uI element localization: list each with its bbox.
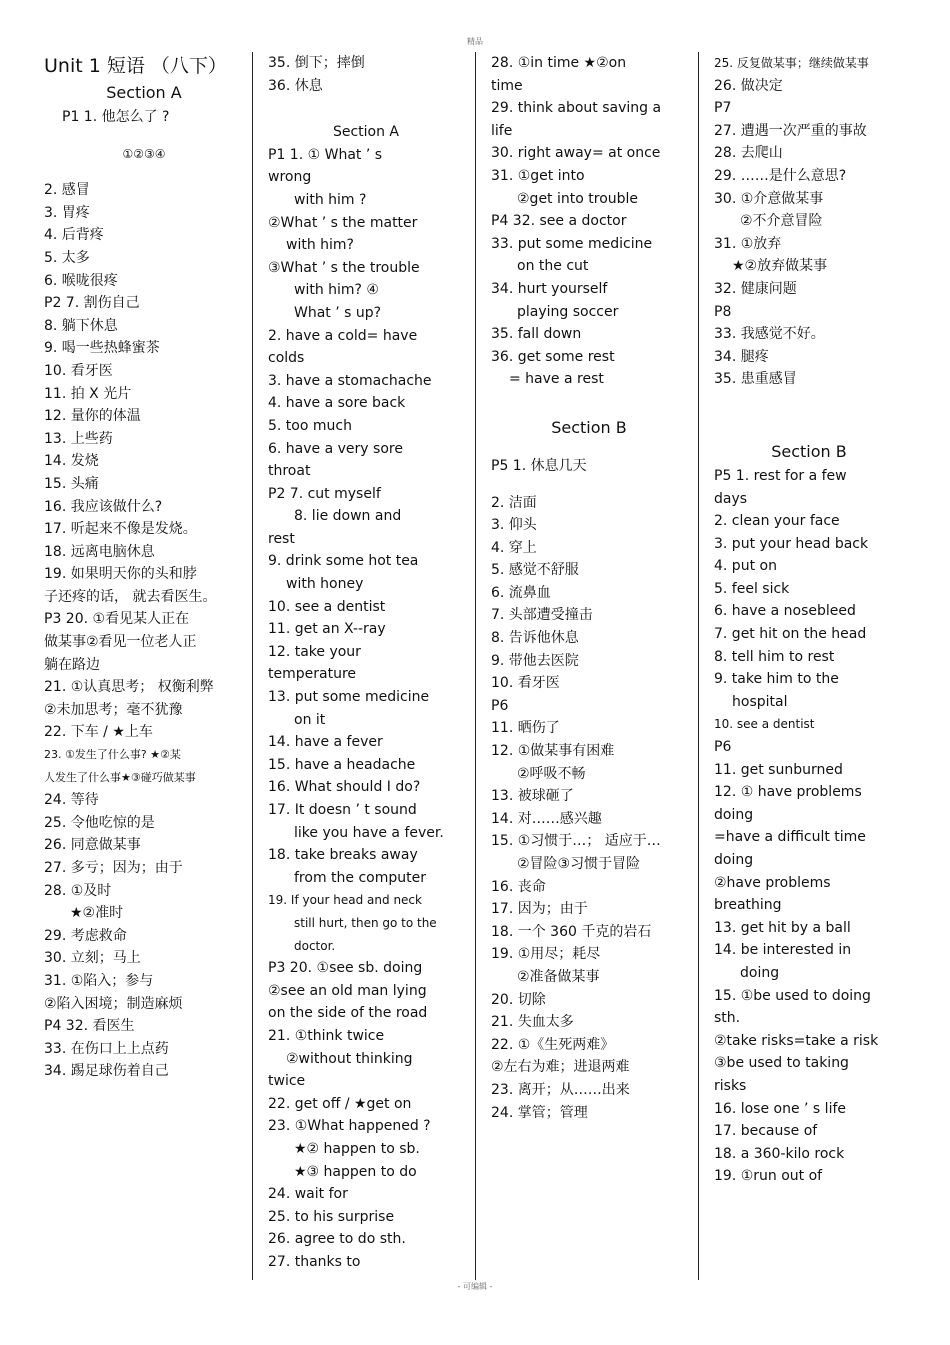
phrase-line: 26. 做决定 xyxy=(714,77,783,94)
phrase-line: wrong xyxy=(268,169,312,186)
phrase-line: 16. 我应该做什么? xyxy=(44,498,163,515)
phrase-line: 24. 掌管；管理 xyxy=(491,1104,588,1121)
phrase-line: 3. put your head back xyxy=(714,535,869,552)
phrase-line: 30. 立刻；马上 xyxy=(44,950,141,967)
page-marker: P7 xyxy=(714,100,732,117)
phrase-line: ②左右为难；进退两难 xyxy=(491,1059,630,1076)
phrase-line: 12. take your xyxy=(268,643,361,660)
phrase-line: 34. 踢足球伤着自己 xyxy=(44,1063,169,1080)
phrase-line: 34. hurt yourself xyxy=(491,280,608,297)
phrase-line: ②陷入困境；制造麻烦 xyxy=(44,995,183,1012)
phrase-line: ③What ’ s the trouble xyxy=(268,259,420,276)
column-divider xyxy=(475,52,476,1280)
phrase-line: 8. tell him to rest xyxy=(714,648,835,665)
phrase-line: sth. xyxy=(714,1010,741,1027)
phrase-line: 29. ……是什么意思? xyxy=(714,167,847,184)
phrase-line: 2. 洁面 xyxy=(491,494,537,511)
phrase-line: still hurt, then go to the xyxy=(294,915,437,930)
phrase-line: 35. 患重感冒 xyxy=(714,371,797,388)
phrase-line: 25. to his surprise xyxy=(268,1208,395,1225)
phrase-line: 32. 健康问题 xyxy=(714,280,797,297)
phrase-line: temperature xyxy=(268,666,356,683)
phrase-line: 11. 晒伤了 xyxy=(491,720,560,737)
section-heading: Section A xyxy=(106,83,182,102)
phrase-line: ★②放弃做某事 xyxy=(732,258,828,275)
footer-mark: - 可编辑 - xyxy=(457,1282,493,1291)
phrase-line: 27. 遭遇一次严重的事故 xyxy=(714,122,867,139)
column-3 xyxy=(491,52,687,1281)
phrase-line: 8. 告诉他休息 xyxy=(491,630,579,647)
phrase-line: 6. have a nosebleed xyxy=(714,603,856,620)
phrase-line: 35. fall down xyxy=(491,326,582,343)
phrase-line: 23. ①What happened ? xyxy=(268,1118,431,1135)
phrase-line: 33. 在伤口上上点药 xyxy=(44,1040,169,1057)
phrase-line: 7. 头部遭受撞击 xyxy=(491,607,593,624)
phrase-line: ②冒险③习惯于冒险 xyxy=(517,856,641,872)
phrase-line: 11. 拍 X 光片 xyxy=(44,385,132,402)
phrase-line: 10. 看牙医 xyxy=(44,362,113,379)
phrase-line: 16. What should I do? xyxy=(268,779,421,796)
phrase-line: 34. 腿疼 xyxy=(714,348,769,365)
phrase-line: 9. drink some hot tea xyxy=(268,553,419,570)
phrase-line: 12. ①做某事有困难 xyxy=(491,743,615,760)
phrase-line: 17. because of xyxy=(714,1123,818,1140)
phrase-line: 29. think about saving a xyxy=(491,100,662,117)
phrase-line: doing xyxy=(714,852,754,868)
phrase-line: twice xyxy=(268,1073,306,1090)
phrase-line: with honey xyxy=(286,576,364,593)
phrase-line: 18. 远离电脑休息 xyxy=(44,543,155,560)
phrase-line: 6. 流鼻血 xyxy=(491,584,551,601)
phrase-line: 5. too much xyxy=(268,417,352,434)
phrase-line: 3. 胃疼 xyxy=(44,204,90,221)
phrase-line: P2 7. 割伤自己 xyxy=(44,295,140,312)
page-marker: P6 xyxy=(491,697,509,714)
phrase-line: 30. ①介意做某事 xyxy=(714,190,824,207)
phrase-line: 35. 倒下；摔倒 xyxy=(268,55,365,71)
phrase-line: 18. a 360-kilo rock xyxy=(714,1145,845,1162)
phrase-line: from the computer xyxy=(294,869,426,886)
phrase-line: 28. ①及时 xyxy=(44,882,112,899)
phrase-line: 2. have a cold= have xyxy=(268,327,418,344)
phrase-line: 10. 看牙医 xyxy=(491,675,560,692)
phrase-line: ★② happen to sb. xyxy=(294,1140,420,1157)
phrase-line: 子还疼的话， 就去看医生。 xyxy=(44,588,217,605)
phrase-line: days xyxy=(714,490,748,507)
phrase-line: 21. 失血太多 xyxy=(491,1014,574,1031)
phrase-line: 25. 反复做某事；继续做某事 xyxy=(714,56,869,70)
phrase-line: ②have problems xyxy=(714,874,831,891)
phrase-line: 8. lie down and xyxy=(294,508,402,525)
phrase-line: 19. ①run out of xyxy=(714,1168,823,1185)
phrase-line: 做某事②看见一位老人正 xyxy=(44,634,197,651)
phrase-line: 31. ①陷入；参与 xyxy=(44,972,154,989)
phrase-line: 17. It doesn ’ t sound xyxy=(268,802,417,818)
phrase-line: ②不介意冒险 xyxy=(740,213,823,230)
phrase-line: 36. get some rest xyxy=(491,348,615,365)
phrase-line: What ’ s up? xyxy=(294,304,382,321)
phrase-line: 19. If your head and neck xyxy=(268,893,422,908)
page-marker: P8 xyxy=(714,303,732,320)
phrase-line: ②see an old man lying xyxy=(268,982,427,999)
phrase-line: ②呼吸不畅 xyxy=(517,765,586,782)
phrase-line: 19. 如果明天你的头和脖 xyxy=(44,566,197,583)
phrase-line: 5. 感觉不舒服 xyxy=(491,562,579,579)
phrase-line: risks xyxy=(714,1077,747,1094)
phrase-line: ②What ’ s the matter xyxy=(268,214,418,231)
phrase-line: rest xyxy=(268,530,295,547)
phrase-line: 15. ①be used to doing xyxy=(714,987,871,1004)
phrase-line: ①②③④ xyxy=(122,146,166,161)
column-4 xyxy=(714,52,904,1281)
phrase-line: 11. get an X--ray xyxy=(268,621,386,638)
phrase-line: life xyxy=(491,122,513,139)
phrase-line: ★②准时 xyxy=(70,905,124,922)
phrase-line: 33. 我感觉不好。 xyxy=(714,326,825,343)
phrase-line: time xyxy=(491,77,523,94)
phrase-line: doing xyxy=(740,964,780,981)
column-1 xyxy=(44,52,244,1281)
phrase-line: 8. 躺下休息 xyxy=(44,317,118,334)
phrase-line: with him ? xyxy=(294,191,367,208)
phrase-line: on it xyxy=(294,711,326,728)
phrase-line: 13. 上些药 xyxy=(44,430,113,447)
phrase-line: throat xyxy=(268,463,311,480)
phrase-line: like you have a fever. xyxy=(294,824,444,841)
section-heading: Section A xyxy=(332,124,400,141)
phrase-line: 22. 下车 / ★上车 xyxy=(44,724,153,741)
phrase-line: 23. ①发生了什么事? ★②某 xyxy=(44,748,181,762)
phrase-line: doing xyxy=(714,806,754,823)
phrase-line: 5. feel sick xyxy=(714,580,790,597)
phrase-line: 27. thanks to xyxy=(268,1253,361,1270)
phrase-line: 18. take breaks away xyxy=(268,847,418,864)
phrase-line: 13. 被球砸了 xyxy=(491,788,574,805)
phrase-line: playing soccer xyxy=(517,303,619,320)
phrase-line: 26. 同意做某事 xyxy=(44,837,141,854)
phrase-line: = have a rest xyxy=(509,371,604,388)
phrase-line: ②未加思考；毫不犹豫 xyxy=(44,701,183,718)
phrase-line: 28. 去爬山 xyxy=(714,145,783,162)
phrase-line: ★③ happen to do xyxy=(294,1163,417,1180)
phrase-line: 19. ①用尽；耗尽 xyxy=(491,946,601,963)
column-divider xyxy=(252,52,253,1280)
phrase-line: 16. 丧命 xyxy=(491,878,546,895)
phrase-line: 14. 对……感兴趣 xyxy=(491,810,602,827)
phrase-line: hospital xyxy=(732,693,788,710)
phrase-line: 人发生了什么事★③碰巧做某事 xyxy=(44,770,196,784)
phrase-line: =have a difficult time xyxy=(714,829,866,846)
phrase-line: 4. 穿上 xyxy=(491,539,537,556)
phrase-line: ③be used to taking xyxy=(714,1055,849,1072)
phrase-line: P4 32. 看医生 xyxy=(44,1018,135,1035)
phrase-line: 13. put some medicine xyxy=(268,689,430,706)
phrase-line: P5 1. 休息几天 xyxy=(491,457,587,474)
phrase-line: 2. 感冒 xyxy=(44,182,90,199)
phrase-line: 24. 等待 xyxy=(44,792,99,809)
phrase-line: 25. 令他吃惊的是 xyxy=(44,814,155,831)
phrase-line: P1 1. ① What ’ s xyxy=(268,146,383,163)
phrase-line: colds xyxy=(268,350,305,367)
section-heading: Section B xyxy=(771,441,847,461)
phrase-line: 31. ①get into xyxy=(491,167,585,184)
phrase-line: 28. ①in time ★②on xyxy=(491,55,627,71)
phrase-line: P5 1. rest for a few xyxy=(714,467,847,484)
phrase-line: P3 20. ①看见某人正在 xyxy=(44,611,190,628)
phrase-line: 9. take him to the xyxy=(714,671,839,688)
phrase-line: 12. 量你的体温 xyxy=(44,408,141,425)
phrase-line: 33. put some medicine xyxy=(491,235,653,252)
phrase-line: 27. 多亏；因为；由于 xyxy=(44,860,183,876)
phrase-line: 30. right away= at once xyxy=(491,145,661,162)
phrase-line: P1 1. 他怎么了 ? xyxy=(62,109,170,125)
phrase-line: 3. 仰头 xyxy=(491,517,537,534)
phrase-line: 4. 后背疼 xyxy=(44,227,104,244)
header-mark: 精品 xyxy=(467,37,483,46)
page-marker: P6 xyxy=(714,739,732,756)
column-divider xyxy=(698,52,699,1280)
phrase-line: 21. ①think twice xyxy=(268,1027,385,1044)
phrase-line: ②get into trouble xyxy=(517,190,639,207)
phrase-line: 36. 休息 xyxy=(268,77,323,94)
column-2 xyxy=(268,52,464,1281)
phrase-line: 4. put on xyxy=(714,558,777,575)
phrase-line: 13. get hit by a ball xyxy=(714,919,851,936)
phrase-line: on the side of the road xyxy=(268,1005,428,1022)
phrase-line: with him? ④ xyxy=(294,282,379,299)
phrase-line: 24. wait for xyxy=(268,1186,348,1203)
phrase-line: P2 7. cut myself xyxy=(268,485,381,502)
phrase-line: doctor. xyxy=(294,938,336,953)
phrase-line: 21. ①认真思考； 权衡利弊 xyxy=(44,679,214,696)
phrase-line: 10. see a dentist xyxy=(268,598,386,615)
phrase-line: 5. 太多 xyxy=(44,249,90,266)
phrase-line: 躺在路边 xyxy=(44,656,100,673)
phrase-line: 11. get sunburned xyxy=(714,761,843,778)
phrase-line: on the cut xyxy=(517,258,589,275)
phrase-line: ②without thinking xyxy=(286,1050,413,1067)
phrase-line: 15. 头痛 xyxy=(44,475,99,492)
phrase-line: 31. ①放弃 xyxy=(714,235,782,252)
section-heading: Section B xyxy=(551,417,627,437)
phrase-line: 23. 离开；从……出来 xyxy=(491,1081,630,1098)
phrase-line: 9. 带他去医院 xyxy=(491,652,579,669)
phrase-line: 6. 喉咙很疼 xyxy=(44,272,118,289)
phrase-line: 14. have a fever xyxy=(268,734,383,751)
phrase-line: 22. ①《生死两难》 xyxy=(491,1036,615,1053)
unit-title: Unit 1 短语 （八下） xyxy=(44,55,227,77)
phrase-line: breathing xyxy=(714,897,782,914)
phrase-line: 9. 喝一些热蜂蜜茶 xyxy=(44,340,160,357)
phrase-line: 14. 发烧 xyxy=(44,453,99,470)
phrase-line: P3 20. ①see sb. doing xyxy=(268,960,423,977)
phrase-line: with him? xyxy=(286,237,354,254)
phrase-line: 12. ① have problems xyxy=(714,784,862,801)
phrase-line: 14. be interested in xyxy=(714,942,852,959)
phrase-line: 15. ①习惯于…； 适应于… xyxy=(491,833,661,850)
phrase-line: 29. 考虑救命 xyxy=(44,927,127,944)
phrase-line: 6. have a very sore xyxy=(268,440,403,457)
phrase-line: 15. have a headache xyxy=(268,756,416,773)
phrase-line: 17. 听起来不像是发烧。 xyxy=(44,521,197,538)
phrase-line: ②准备做某事 xyxy=(517,968,600,985)
phrase-line: 10. see a dentist xyxy=(714,717,815,732)
phrase-line: 2. clean your face xyxy=(714,513,840,530)
phrase-line: P4 32. see a doctor xyxy=(491,213,627,230)
phrase-line: 7. get hit on the head xyxy=(714,626,867,643)
phrase-line: 3. have a stomachache xyxy=(268,372,432,389)
phrase-line: 20. 切除 xyxy=(491,991,546,1008)
phrase-line: 22. get off / ★get on xyxy=(268,1095,412,1112)
phrase-line: 18. 一个 360 千克的岩石 xyxy=(491,923,652,940)
phrase-line: 16. lose one ’ s life xyxy=(714,1100,846,1117)
phrase-line: 17. 因为；由于 xyxy=(491,901,588,918)
phrase-line: 26. agree to do sth. xyxy=(268,1231,406,1248)
phrase-line: 4. have a sore back xyxy=(268,395,406,412)
phrase-line: ②take risks=take a risk xyxy=(714,1032,879,1049)
